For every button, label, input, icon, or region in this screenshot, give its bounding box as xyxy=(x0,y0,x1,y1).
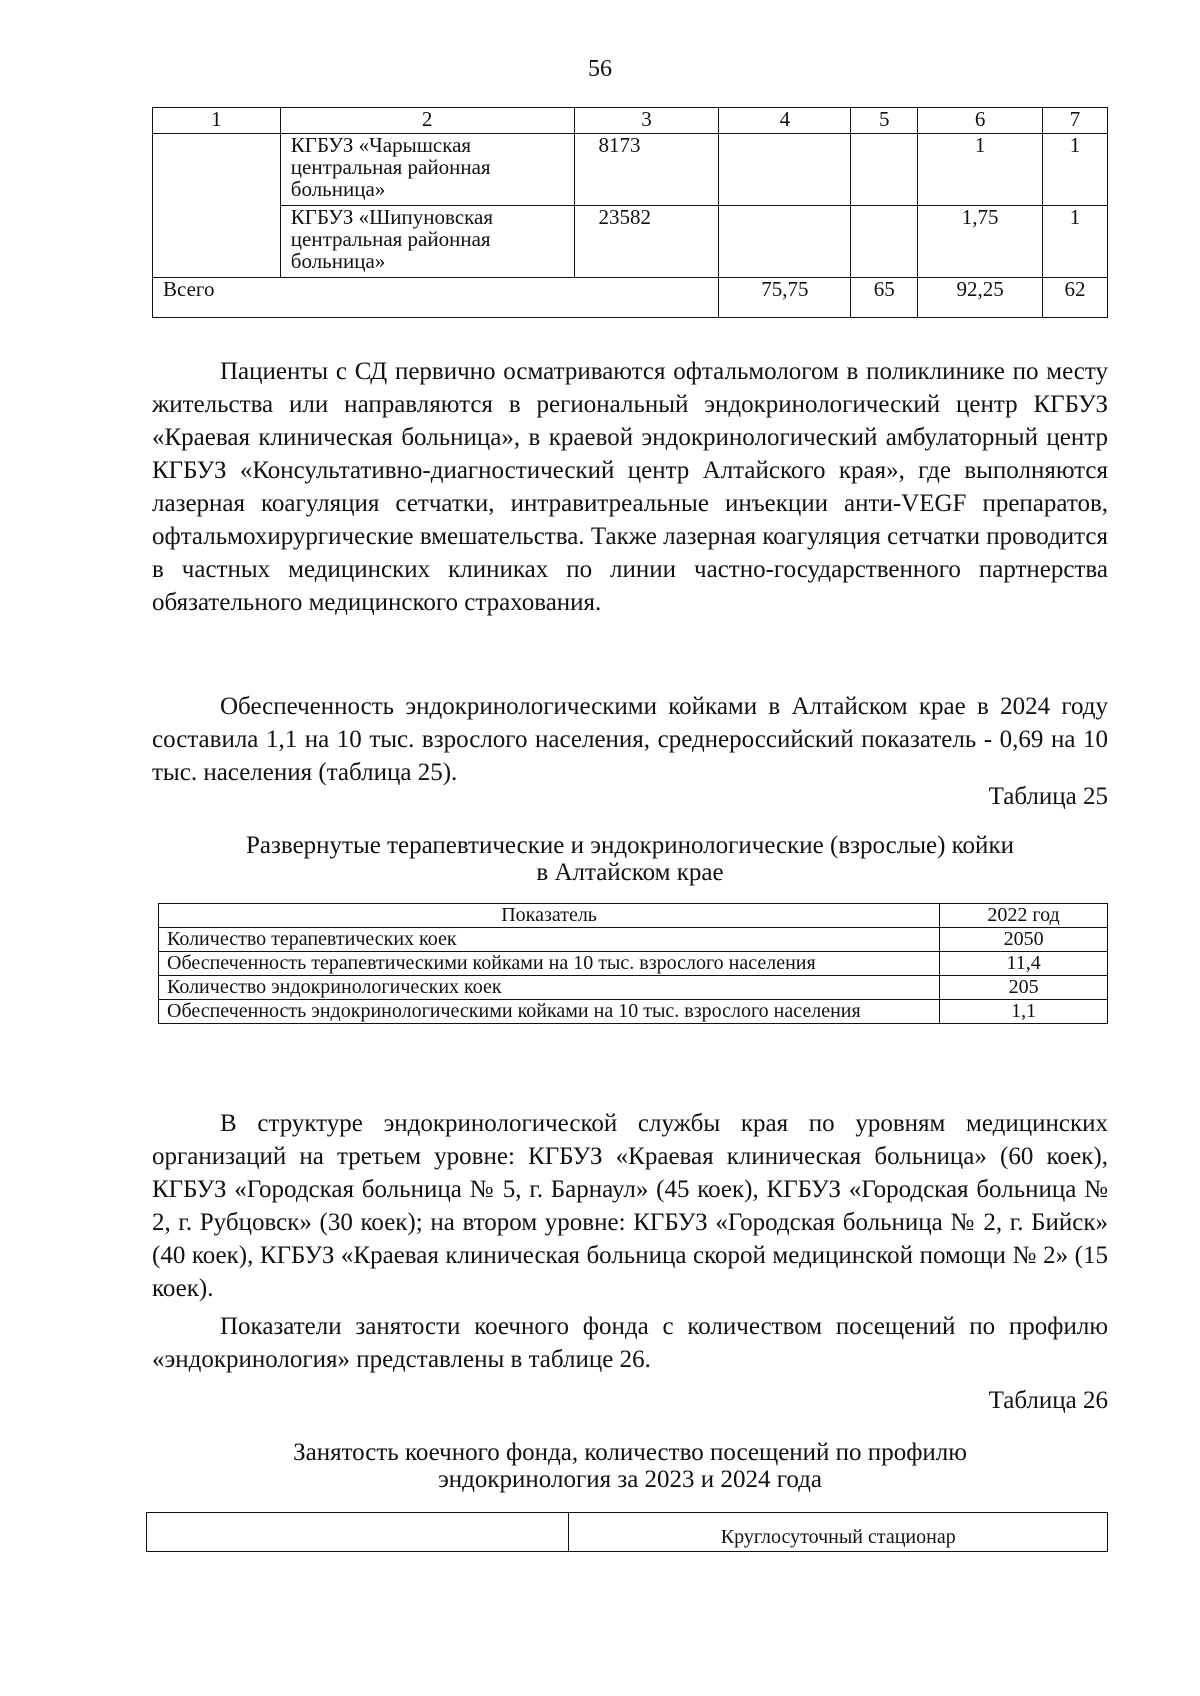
table-header-row xyxy=(153,108,1108,134)
value-cell: 1,1 xyxy=(940,1000,1108,1024)
paragraph: Обеспеченность эндокринологическими койками в Алтайском крае в 2024 году составила 1,1 на 10 тыс. взрослого населения, среднероссийский показатель - 0,69 на 10 тыс. населения (таблица 25). xyxy=(152,693,1108,786)
table-row xyxy=(153,206,1108,278)
table-row xyxy=(159,928,1108,952)
table-row xyxy=(159,976,1108,1000)
continuation-table xyxy=(152,107,1108,318)
org-name-cell: КГБУЗ «Шипуновская центральная районная больница» xyxy=(280,206,574,278)
indicator-cell: Количество эндокринологических коек xyxy=(159,976,940,1000)
table-cell: 75,75 xyxy=(719,278,851,318)
paragraph: Показатели занятости коечного фонда с количеством посещений по профилю «эндокринология» представлены в таблице 26. xyxy=(152,1313,1108,1373)
table-cell: 1 xyxy=(918,134,1043,206)
table-row xyxy=(159,1000,1108,1024)
table-cell: 1,75 xyxy=(918,206,1043,278)
table-title-line: в Алтайском крае xyxy=(536,859,724,886)
column-number: 5 xyxy=(851,108,918,134)
paragraph: Пациенты с СД первично осматриваются офтальмологом в поликлинике по месту жительства или направляются в региональный эндокринологический центр КГБУЗ «Краевая клиническая больница», в краевой эндокринологический амбулаторный центр КГБУЗ «Консультативно-диагностический центр Алтайского края», где выполняются лазерная коагуляция сетчатки, интравитреальные инъекции анти-VEGF препаратов, офтальмохирургические вмешательства. Также лазерная коагуляция сетчатки проводится в частных медицинских клиниках по линии частно-государственного партнерства обязательного медицинского страхования. xyxy=(152,358,1108,616)
beds-table xyxy=(158,903,1108,1024)
table-header-row xyxy=(147,1513,1108,1552)
table-title-line: Развернутые терапевтические и эндокринологические (взрослые) койки xyxy=(246,832,1014,859)
total-label: Всего xyxy=(153,278,719,318)
column-header: Круглосуточный стационар xyxy=(569,1513,1108,1552)
table-cell xyxy=(851,206,918,278)
column-number: 6 xyxy=(918,108,1043,134)
table-cell: 8173 xyxy=(574,134,719,206)
table-cell: 1 xyxy=(1043,206,1108,278)
table-cell: 65 xyxy=(851,278,918,318)
table-cell: 1 xyxy=(1043,134,1108,206)
value-cell: 205 xyxy=(940,976,1108,1000)
page-number: 56 xyxy=(588,56,612,82)
paragraph: В структуре эндокринологической службы края по уровням медицинских организаций на третьем уровне: КГБУЗ «Краевая клиническая больница» (60 коек), КГБУЗ «Городская больница № 5, г. Барнаул» (45 коек), КГБУЗ «Городская больница № 2, г. Рубцовск» (30 коек); на втором уровне: КГБУЗ «Городская больница № 2, г. Бийск» (40 коек), КГБУЗ «Краевая клиническая больница скорой медицинской помощи № 2» (15 коек). xyxy=(152,1110,1108,1302)
column-number: 7 xyxy=(1043,108,1108,134)
column-header: Показатель xyxy=(159,904,940,928)
total-row xyxy=(153,278,1108,318)
table-title-line: эндокринология за 2023 и 2024 года xyxy=(438,1466,822,1493)
table-header-row xyxy=(159,904,1108,928)
table-cell: 92,25 xyxy=(918,278,1043,318)
table-label: Таблица 25 xyxy=(988,783,1108,810)
column-number: 4 xyxy=(719,108,851,134)
value-cell: 2050 xyxy=(940,928,1108,952)
table-cell xyxy=(719,206,851,278)
column-header: 2022 год xyxy=(940,904,1108,928)
table-cell: 23582 xyxy=(574,206,719,278)
table-row xyxy=(159,952,1108,976)
indicator-cell: Количество терапевтических коек xyxy=(159,928,940,952)
column-number: 3 xyxy=(574,108,719,134)
table-cell-empty xyxy=(153,134,281,278)
column-number: 1 xyxy=(153,108,281,134)
org-name-cell: КГБУЗ «Чарышская центральная районная больница» xyxy=(280,134,574,206)
table-title xyxy=(152,1439,1108,1493)
bed-occupancy-table xyxy=(146,1512,1108,1552)
table-cell xyxy=(719,134,851,206)
table-row xyxy=(153,134,1108,206)
indicator-cell: Обеспеченность терапевтическими койками на 10 тыс. взрослого населения xyxy=(159,952,940,976)
table-cell: 62 xyxy=(1043,278,1108,318)
indicator-cell: Обеспеченность эндокринологическими койками на 10 тыс. взрослого населения xyxy=(159,1000,940,1024)
value-cell: 11,4 xyxy=(940,952,1108,976)
table-title-line: Занятость коечного фонда, количество посещений по профилю xyxy=(293,1439,967,1466)
column-number: 2 xyxy=(280,108,574,134)
table-cell xyxy=(851,134,918,206)
table-cell-empty xyxy=(147,1513,569,1552)
table-label: Таблица 26 xyxy=(988,1387,1108,1414)
table-title xyxy=(152,832,1108,886)
